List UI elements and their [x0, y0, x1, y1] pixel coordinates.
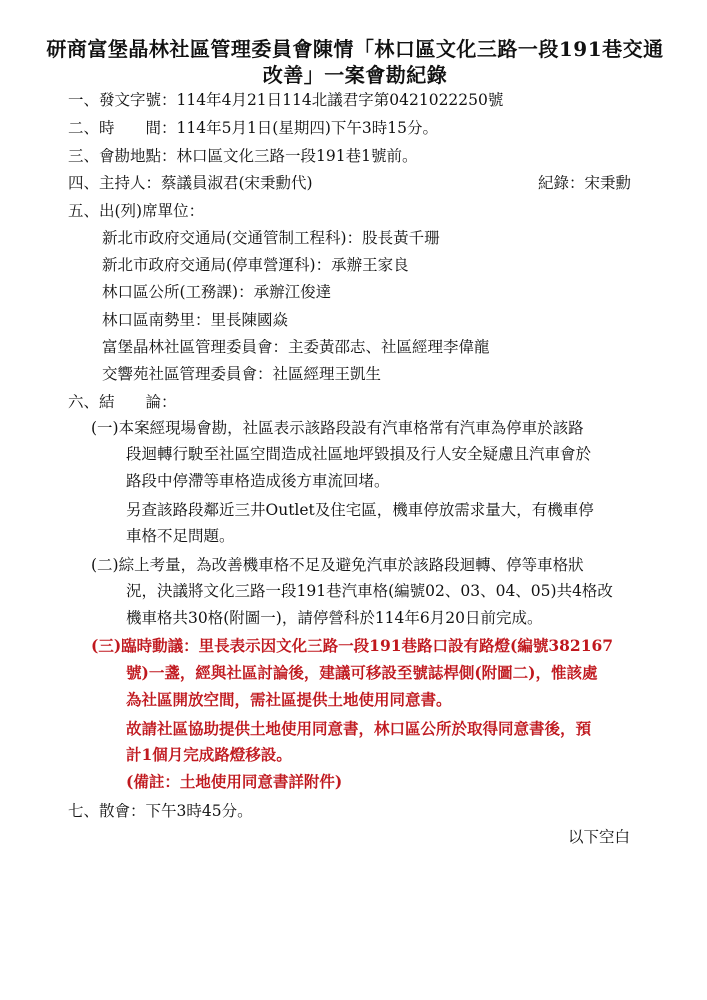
conclusion-2-line: 況，決議將文化三路一段191巷汽車格(編號02、03、04、05)共4格改	[126, 582, 613, 600]
item-adjourn: 七、散會：下午3時45分。	[68, 802, 253, 820]
conclusion-3-line: 故請社區協助提供土地使用同意書，林口區公所於取得同意書後，預	[126, 719, 592, 738]
item-recorder: 紀錄：宋秉勳	[538, 174, 632, 192]
document-title-line-2: 改善」一案會勘紀錄	[262, 63, 448, 87]
conclusion-3-line: 計1個月完成路燈移設。	[126, 745, 292, 764]
conclusion-1-line: 車格不足問題。	[126, 527, 235, 545]
conclusion-3-line: 號)一盞，經與社區討論後，建議可移設至號誌桿側(附圖二)，惟該處	[126, 663, 598, 682]
attendee-item: 交響苑社區管理委員會：社區經理王凱生	[102, 365, 382, 383]
attendees-heading: 五、出(列)席單位：	[68, 202, 205, 220]
attendee-item: 林口區公所(工務課)：承辦江俊達	[102, 283, 332, 301]
conclusion-3-note: (備註：土地使用同意書詳附件)	[126, 772, 343, 791]
conclusion-2-line: (二)綜上考量，為改善機車格不足及避免汽車於該路段迴轉、停等車格狀	[91, 556, 584, 574]
item-document-number: 一、發文字號：114年4月21日114北議君字第0421022250號	[68, 91, 504, 109]
attendee-item: 富堡晶林社區管理委員會：主委黃邵志、社區經理李偉龍	[102, 338, 490, 356]
document-title-line-1: 研商富堡晶林社區管理委員會陳情「林口區文化三路一段191巷交通	[46, 37, 664, 61]
conclusion-1-line: (一)本案經現場會勘，社區表示該路段設有汽車格常有汽車為停車於該路	[91, 419, 584, 437]
attendee-item: 新北市政府交通局(停車營運科)：承辦王家良	[102, 256, 409, 274]
attendee-item: 新北市政府交通局(交通管制工程科)：股長黃千珊	[102, 229, 440, 247]
conclusion-2-line: 機車格共30格(附圖一)，請停營科於114年6月20日前完成。	[126, 609, 543, 627]
conclusion-1-line: 段迴轉行駛至社區空間造成社區地坪毀損及行人安全疑慮且汽車會於	[126, 445, 592, 463]
conclusion-3-line: (三)臨時動議：里長表示因文化三路一段191巷路口設有路燈(編號382167	[91, 636, 614, 655]
blank-below-note: 以下空白	[568, 828, 631, 846]
conclusion-1-line: 另查該路段鄰近三井Outlet及住宅區，機車停放需求量大，有機車停	[126, 501, 594, 519]
item-location: 三、會勘地點：林口區文化三路一段191巷1號前。	[68, 147, 418, 165]
item-host: 四、主持人：蔡議員淑君(宋秉勳代)	[68, 174, 313, 192]
conclusion-1-line: 路段中停滯等車格造成後方車流回堵。	[126, 472, 390, 490]
conclusion-3-line: 為社區開放空間，需社區提供土地使用同意書。	[126, 690, 452, 709]
attendee-item: 林口區南勢里：里長陳國焱	[102, 311, 289, 329]
conclusion-heading: 六、結 論：	[68, 393, 177, 411]
item-time: 二、時 間：114年5月1日(星期四)下午3時15分。	[68, 119, 438, 137]
